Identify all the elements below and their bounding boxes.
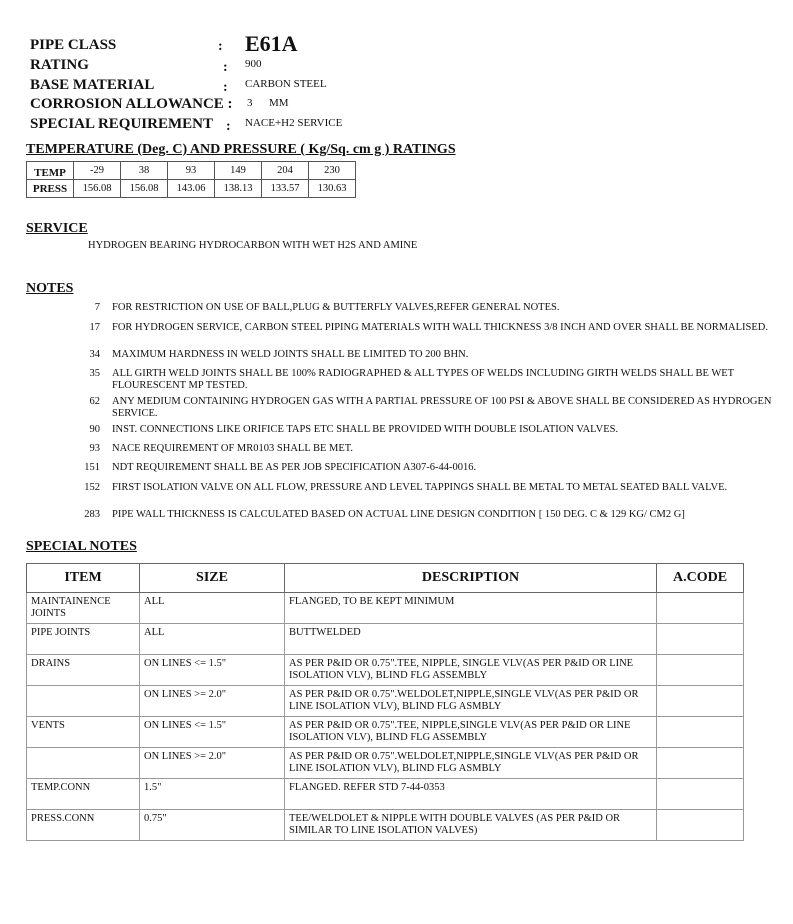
temp-cell: 93 — [168, 162, 215, 180]
table-row — [27, 593, 744, 624]
note-number: 90 — [89, 424, 100, 435]
note-text: FOR RESTRICTION ON USE OF BALL,PLUG & BUTTERFLY VALVES,REFER GENERAL NOTES. — [112, 302, 560, 313]
note-text: NACE REQUIREMENT OF MR0103 SHALL BE MET. — [112, 443, 354, 454]
press-cell: 143.06 — [168, 180, 215, 198]
special-requirement-label: SPECIAL REQUIREMENT — [30, 116, 213, 132]
temp-cell: 38 — [121, 162, 168, 180]
column-header-item: ITEM — [27, 564, 140, 593]
note-text: PIPE WALL THICKNESS IS CALCULATED BASED ON ACTUAL LINE DESIGN CONDITION [ 150 DEG. C & 129 KG/ CM2 G] — [112, 509, 685, 520]
note-number: 151 — [84, 462, 100, 473]
acode-cell — [657, 748, 744, 779]
table-row — [27, 655, 744, 686]
table-row — [27, 624, 744, 655]
corrosion-allowance-value: 3 MM — [247, 97, 289, 109]
table-header-row — [27, 564, 744, 593]
base-material-value: CARBON STEEL — [245, 78, 327, 90]
rating-value: 900 — [245, 58, 262, 70]
item-cell: PRESS.CONN — [27, 810, 140, 841]
note-text: ANY MEDIUM CONTAINING HYDROGEN GAS WITH A PARTIAL PRESSURE OF 100 PSI & ABOVE SHALL BE CONSIDERED AS HYDROGEN SERVICE. — [112, 396, 772, 419]
ratings-title: TEMPERATURE (Deg. C) AND PRESSURE ( Kg/Sq. cm g ) RATINGS — [26, 142, 456, 157]
service-text: HYDROGEN BEARING HYDROCARBON WITH WET H2S AND AMINE — [88, 240, 418, 251]
press-cell: 156.08 — [74, 180, 121, 198]
item-cell: VENTS — [27, 717, 140, 748]
acode-cell — [657, 624, 744, 655]
item-cell — [27, 748, 140, 779]
note-number: 93 — [89, 443, 100, 454]
description-cell: FLANGED. REFER STD 7-44-0353 — [285, 779, 657, 810]
size-cell: ALL — [140, 593, 285, 624]
temp-cell: 204 — [262, 162, 309, 180]
item-cell — [27, 686, 140, 717]
note-text: INST. CONNECTIONS LIKE ORIFICE TAPS ETC SHALL BE PROVIDED WITH DOUBLE ISOLATION VALVES. — [112, 424, 619, 435]
description-cell: TEE/WELDOLET & NIPPLE WITH DOUBLE VALVES (AS PER P&ID OR SIMILAR TO LINE ISOLATION VALVES) — [285, 810, 657, 841]
acode-cell — [657, 717, 744, 748]
note-text: NDT REQUIREMENT SHALL BE AS PER JOB SPECIFICATION A307-6-44-0016. — [112, 462, 477, 473]
description-cell: AS PER P&ID OR 0.75".WELDOLET,NIPPLE,SINGLE VLV(AS PER P&ID OR LINE ISOLATION VLV), BLIND FLG ASMBLY — [285, 686, 657, 717]
temp-cell: -29 — [74, 162, 121, 180]
note-number: 62 — [89, 396, 100, 407]
column-header-size: SIZE — [140, 564, 285, 593]
table-row — [27, 810, 744, 841]
description-cell: BUTTWELDED — [285, 624, 657, 655]
pipe-class-label: PIPE CLASS — [30, 37, 117, 53]
description-cell: AS PER P&ID OR 0.75".TEE, NIPPLE,SINGLE VLV(AS PER P&ID OR LINE ISOLATION VLV), BLIND FLG ASSEMBLY — [285, 717, 657, 748]
table-row — [27, 748, 744, 779]
size-cell: 1.5" — [140, 779, 285, 810]
column-header-acode: A.CODE — [657, 564, 744, 593]
temp-label: TEMP — [27, 162, 74, 180]
special-notes-table — [26, 563, 744, 841]
size-cell: ON LINES >= 2.0" — [140, 748, 285, 779]
description-cell: AS PER P&ID OR 0.75".WELDOLET,NIPPLE,SINGLE VLV(AS PER P&ID OR LINE ISOLATION VLV), BLIND FLG ASMBLY — [285, 748, 657, 779]
temp-cell: 230 — [309, 162, 356, 180]
note-text: FOR HYDROGEN SERVICE, CARBON STEEL PIPING MATERIALS WITH WALL THICKNESS 3/8 INCH AND OVER SHALL BE NORMALISED. — [112, 322, 769, 333]
size-cell: ON LINES >= 2.0" — [140, 686, 285, 717]
press-row — [27, 180, 356, 198]
note-number: 35 — [89, 368, 100, 379]
press-label: PRESS — [27, 180, 74, 198]
special-requirement-value: NACE+H2 SERVICE — [245, 117, 343, 129]
press-cell: 133.57 — [262, 180, 309, 198]
table-row — [27, 686, 744, 717]
rating-label: RATING — [30, 57, 89, 73]
service-title: SERVICE — [26, 221, 88, 236]
note-number: 283 — [84, 509, 100, 520]
description-cell: AS PER P&ID OR 0.75".TEE, NIPPLE, SINGLE VLV(AS PER P&ID OR LINE ISOLATION VLV), BLIND FLG ASSEMBLY — [285, 655, 657, 686]
table-row — [27, 779, 744, 810]
ratings-table — [26, 161, 356, 198]
acode-cell — [657, 655, 744, 686]
note-text: MAXIMUM HARDNESS IN WELD JOINTS SHALL BE LIMITED TO 200 BHN. — [112, 349, 469, 360]
colon: : — [223, 60, 228, 75]
press-cell: 156.08 — [121, 180, 168, 198]
note-number: 152 — [84, 482, 100, 493]
description-cell: FLANGED, TO BE KEPT MINIMUM — [285, 593, 657, 624]
note-number: 17 — [89, 322, 100, 333]
temp-row — [27, 162, 356, 180]
note-number: 34 — [89, 349, 100, 360]
size-cell: 0.75" — [140, 810, 285, 841]
note-text: FIRST ISOLATION VALVE ON ALL FLOW, PRESSURE AND LEVEL TAPPINGS SHALL BE METAL TO METAL SEATED BALL VALVE. — [112, 482, 728, 493]
pipe-class-value: E61A — [245, 31, 298, 56]
item-cell: PIPE JOINTS — [27, 624, 140, 655]
temp-cell: 149 — [215, 162, 262, 180]
size-cell: ON LINES <= 1.5" — [140, 655, 285, 686]
item-cell: DRAINS — [27, 655, 140, 686]
special-notes-title: SPECIAL NOTES — [26, 539, 137, 554]
colon: : — [226, 119, 231, 134]
base-material-label: BASE MATERIAL — [30, 77, 155, 93]
note-text: ALL GIRTH WELD JOINTS SHALL BE 100% RADIOGRAPHED & ALL TYPES OF WELDS INCLUDING GIRTH WELDS SHALL BE WET FLOURESCENT MP TESTED. — [112, 368, 734, 391]
table-row — [27, 717, 744, 748]
note-number: 7 — [94, 302, 100, 313]
item-cell: TEMP.CONN — [27, 779, 140, 810]
acode-cell — [657, 779, 744, 810]
press-cell: 130.63 — [309, 180, 356, 198]
press-cell: 138.13 — [215, 180, 262, 198]
size-cell: ON LINES <= 1.5" — [140, 717, 285, 748]
column-header-description: DESCRIPTION — [285, 564, 657, 593]
notes-title: NOTES — [26, 281, 74, 296]
size-cell: ALL — [140, 624, 285, 655]
acode-cell — [657, 686, 744, 717]
acode-cell — [657, 593, 744, 624]
corrosion-allowance-label: CORROSION ALLOWANCE : — [30, 96, 233, 112]
item-cell: MAINTAINENCE JOINTS — [27, 593, 140, 624]
colon: : — [223, 80, 228, 95]
colon: : — [218, 39, 223, 54]
acode-cell — [657, 810, 744, 841]
